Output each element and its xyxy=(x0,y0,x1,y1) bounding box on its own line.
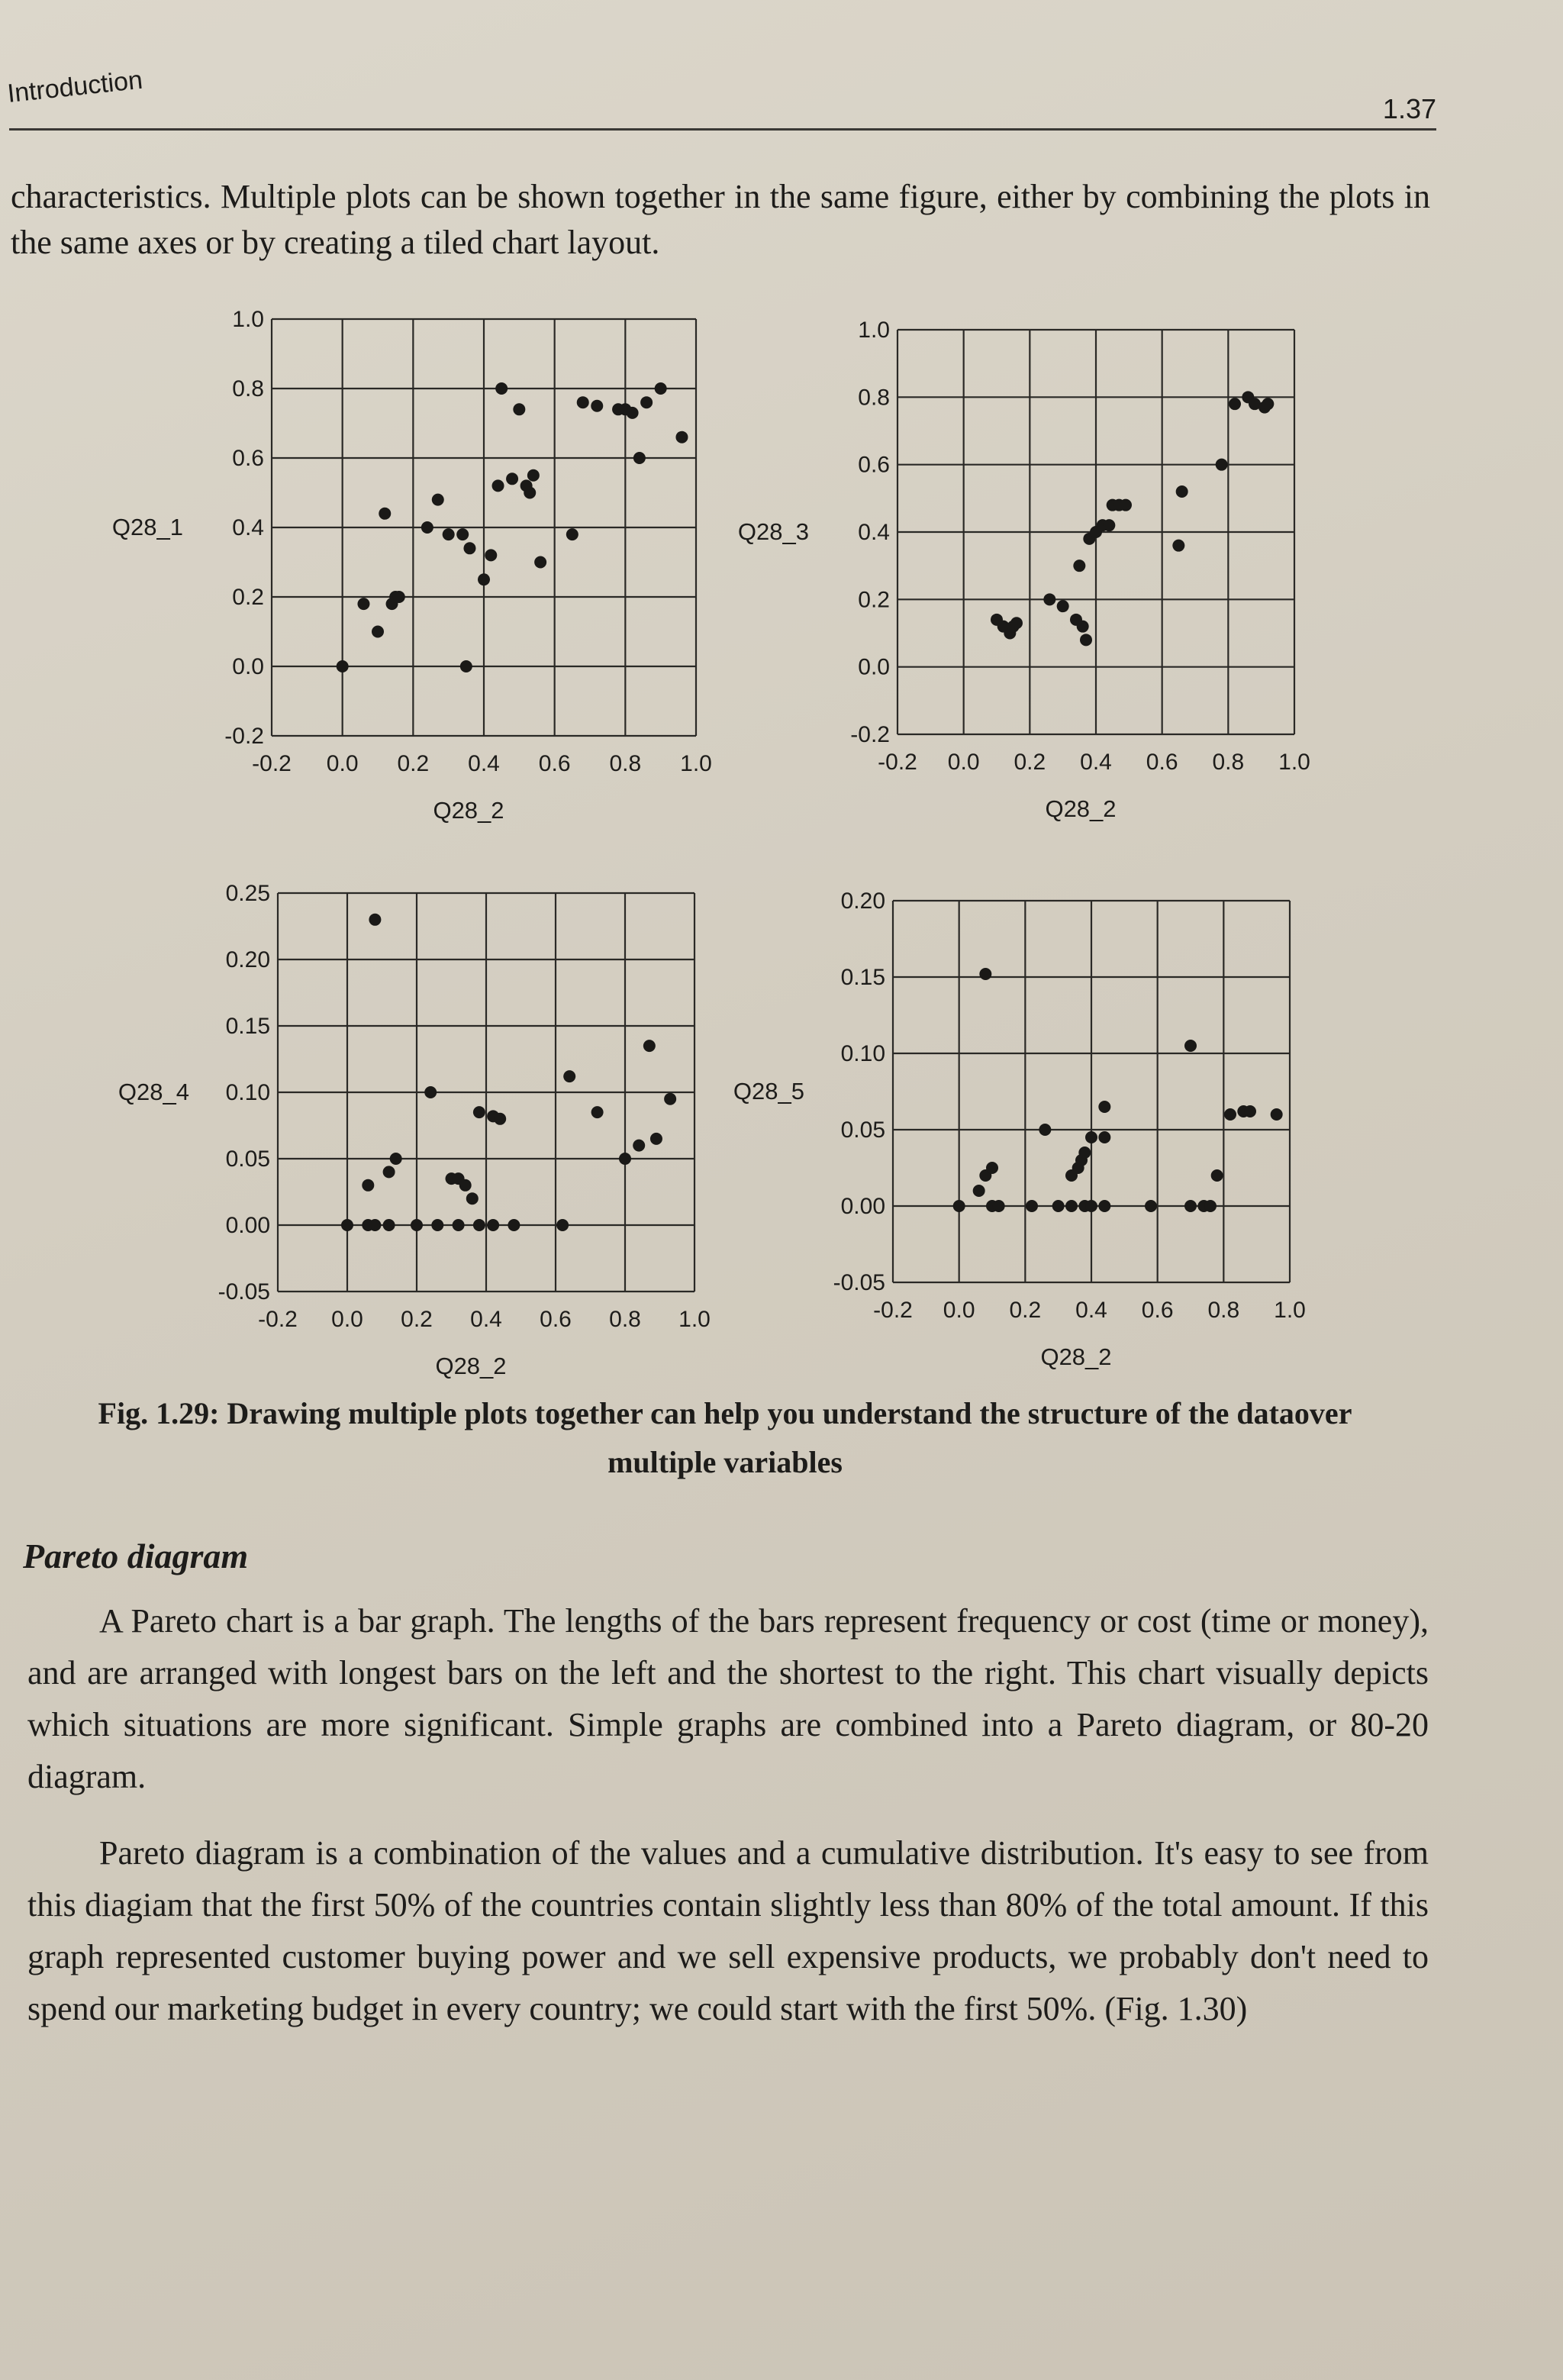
y-tick-label: 0.20 xyxy=(840,888,885,914)
x-tick-label: 0.8 xyxy=(1207,1298,1240,1323)
y-tick-label: 0.6 xyxy=(858,452,890,478)
page-number: 1.37 xyxy=(1382,93,1436,124)
y-tick-label: 1.0 xyxy=(232,307,264,332)
data-point xyxy=(973,1185,985,1197)
x-tick-label: 0.6 xyxy=(1146,750,1178,775)
data-point xyxy=(1085,1131,1097,1143)
x-axis-label: Q28_2 xyxy=(433,797,504,824)
data-point xyxy=(953,1200,965,1212)
x-tick-label: 0.0 xyxy=(947,750,980,775)
data-point xyxy=(1026,1200,1038,1212)
y-tick-label: 0.2 xyxy=(858,587,890,613)
y-tick-label: 0.6 xyxy=(232,446,264,471)
y-tick-label: 0.4 xyxy=(232,515,264,540)
data-point xyxy=(993,1200,1005,1212)
x-axis-label: Q28_2 xyxy=(1045,795,1117,822)
y-tick-label: 0.15 xyxy=(225,1014,270,1039)
section-name: Introduction xyxy=(5,65,144,109)
paragraph-2: Pareto diagram is a combination of the values and a cumulative distribution. It's easy to see from this diagiam that the first 50% of the countries contain slightly less than 80% of the total amount. If this graph represented customer buying power and we sell expensive products, we probably don't need to spend our marketing budget in every country; we could start with the first 50%. (Fig. 1.30) xyxy=(27,1834,1429,2027)
x-tick-label: 0.8 xyxy=(609,1307,641,1332)
data-point xyxy=(1052,1200,1065,1212)
data-point xyxy=(1211,1169,1223,1182)
x-tick-label: 0.6 xyxy=(538,751,571,776)
x-tick-label: 0.0 xyxy=(943,1298,975,1323)
x-tick-label: 1.0 xyxy=(1278,750,1310,775)
y-tick-label: 0.0 xyxy=(858,654,890,680)
y-tick-label: -0.2 xyxy=(224,724,264,749)
data-point xyxy=(1085,1200,1097,1212)
paragraph-1: A Pareto chart is a bar graph. The lengths of the bars represent frequency or cost (time or money), and are arranged with longest bars on the left and the shortest to the right. This chart visually depicts which situations are more significant. Simple graphs are combined into a Pareto diagram, or 80-20 diagram. xyxy=(27,1602,1429,1795)
x-axis-label: Q28_2 xyxy=(435,1353,507,1379)
data-point xyxy=(986,1162,998,1174)
y-axis-label: Q28_3 xyxy=(737,518,809,545)
y-tick-label: -0.2 xyxy=(850,722,890,747)
x-tick-label: -0.2 xyxy=(252,751,292,776)
y-tick-label: 0.8 xyxy=(232,376,264,402)
y-tick-label: 1.0 xyxy=(858,318,890,343)
x-tick-label: 0.4 xyxy=(468,751,500,776)
y-tick-label: 0.20 xyxy=(225,947,270,972)
data-point xyxy=(1224,1108,1236,1121)
y-tick-label: -0.05 xyxy=(833,1270,885,1295)
x-tick-label: 0.2 xyxy=(1009,1298,1042,1323)
y-axis-label: Q28_1 xyxy=(111,514,183,540)
data-point xyxy=(1145,1200,1157,1212)
x-axis-label: Q28_2 xyxy=(1040,1343,1112,1370)
y-tick-label: 0.00 xyxy=(840,1194,885,1219)
x-tick-label: 0.4 xyxy=(1075,1298,1107,1323)
x-tick-label: -0.2 xyxy=(878,750,917,775)
x-tick-label: 0.4 xyxy=(1080,750,1112,775)
y-tick-label: 0.0 xyxy=(232,654,264,679)
data-point xyxy=(1065,1200,1078,1212)
y-tick-label: 0.8 xyxy=(858,385,890,411)
y-tick-label: 0.05 xyxy=(840,1117,885,1143)
data-point xyxy=(1271,1108,1283,1121)
x-tick-label: 0.8 xyxy=(1212,750,1245,775)
x-tick-label: 0.4 xyxy=(470,1307,502,1332)
x-tick-label: 0.6 xyxy=(540,1307,572,1332)
y-axis-label: Q28_4 xyxy=(118,1079,189,1105)
y-tick-label: 0.10 xyxy=(840,1041,885,1066)
data-point xyxy=(1078,1146,1091,1159)
x-tick-label: 1.0 xyxy=(680,751,712,776)
y-tick-label: 0.15 xyxy=(840,965,885,990)
x-tick-label: -0.2 xyxy=(873,1298,913,1323)
data-point xyxy=(979,968,991,980)
data-point xyxy=(1184,1040,1197,1052)
x-tick-label: 0.2 xyxy=(397,751,430,776)
y-axis-label: Q28_5 xyxy=(733,1078,804,1105)
data-point xyxy=(1039,1124,1051,1136)
x-tick-label: 1.0 xyxy=(678,1307,711,1332)
data-point xyxy=(1204,1200,1217,1212)
y-tick-label: 0.2 xyxy=(232,585,264,610)
section-heading: Pareto diagram xyxy=(23,1537,249,1575)
x-tick-label: 0.0 xyxy=(326,751,359,776)
y-tick-label: -0.05 xyxy=(218,1279,270,1304)
x-tick-label: 0.2 xyxy=(1014,750,1046,775)
y-tick-label: 0.00 xyxy=(225,1213,270,1238)
figure-caption: Fig. 1.29: Drawing multiple plots together can help you understand the structure of the dataover multiple variables xyxy=(98,1396,1352,1479)
data-point xyxy=(1098,1131,1110,1143)
x-tick-label: 0.6 xyxy=(1141,1298,1174,1323)
y-tick-label: 0.05 xyxy=(225,1146,270,1172)
x-tick-label: 1.0 xyxy=(1274,1298,1306,1323)
intro-paragraph: characteristics. Multiple plots can be shown together in the same figure, either by combining the plots in the same axes or by creating a tiled chart layout. xyxy=(11,178,1430,261)
data-point xyxy=(1184,1200,1197,1212)
x-tick-label: 0.0 xyxy=(331,1307,363,1332)
x-tick-label: 0.8 xyxy=(609,751,642,776)
x-tick-label: -0.2 xyxy=(258,1307,298,1332)
data-point xyxy=(1098,1200,1110,1212)
x-tick-label: 0.2 xyxy=(401,1307,433,1332)
y-tick-label: 0.25 xyxy=(225,881,270,906)
data-point xyxy=(1098,1101,1110,1113)
y-tick-label: 0.4 xyxy=(858,520,890,545)
y-tick-label: 0.10 xyxy=(225,1080,270,1105)
data-point xyxy=(1244,1105,1256,1117)
